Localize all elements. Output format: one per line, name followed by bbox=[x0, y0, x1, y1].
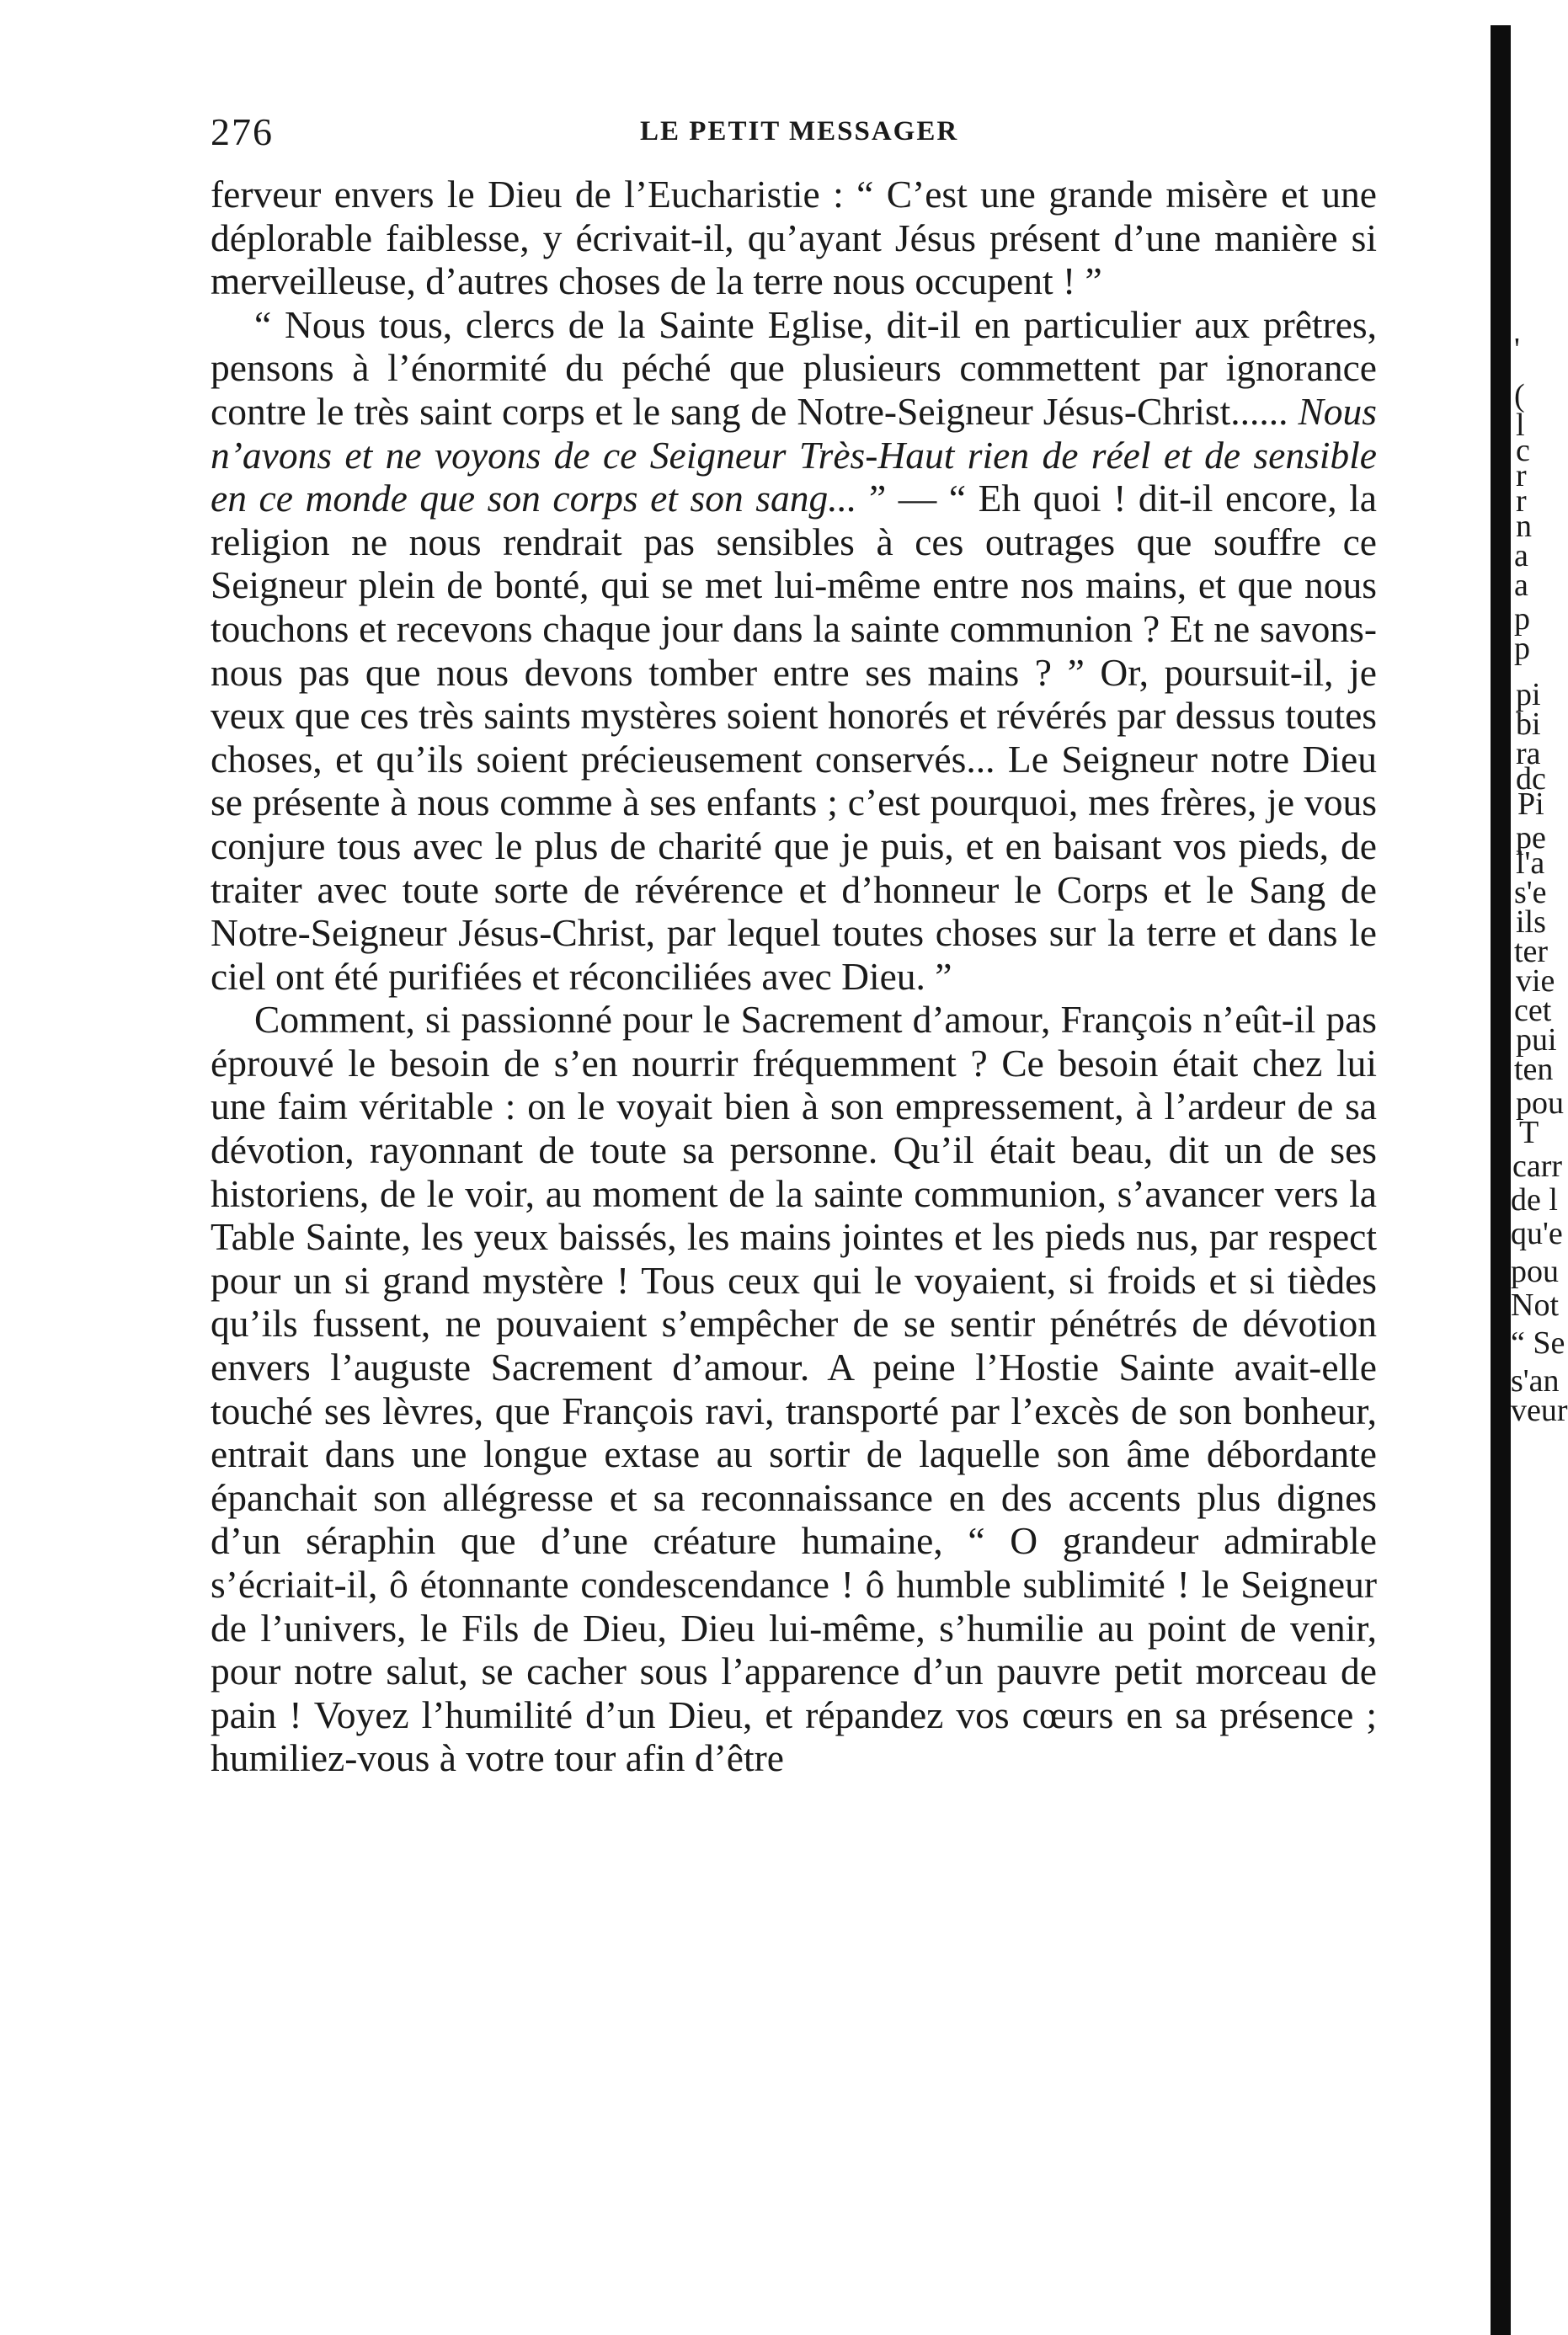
facing-page-fragment: ( bbox=[1514, 378, 1525, 413]
facing-page-fragment: l'a bbox=[1516, 845, 1545, 881]
facing-page-fragment: pui bbox=[1516, 1022, 1557, 1058]
italic-quote: Nous n’avons et ne voyons de ce Seigneur Très-Haut rien de réel et de sensible en ce monde que son corps et son sang... bbox=[211, 389, 1377, 520]
facing-page-fragment: ' bbox=[1514, 332, 1520, 367]
facing-page-fragment: pou bbox=[1516, 1085, 1564, 1121]
facing-page-fragment: ter bbox=[1514, 934, 1549, 969]
facing-page-fragment: bi bbox=[1516, 706, 1541, 742]
facing-page-fragment: pou bbox=[1511, 1254, 1559, 1289]
text-segment: ferveur envers le Dieu de l’Eucharistie : “ C’est une grande misère et une déplorable faiblesse, y écrivait-il, qu’ayant Jésus présent d’une manière si merveilleuse, d’autres choses de la terre nous occupent ! ” bbox=[211, 173, 1377, 303]
page-number: 276 bbox=[211, 110, 274, 153]
facing-page-fragment: ra bbox=[1516, 736, 1541, 771]
paragraph bbox=[211, 998, 1377, 1780]
facing-page-fragment: Pi bbox=[1517, 786, 1544, 822]
facing-page-bleed bbox=[1491, 25, 1568, 2335]
paragraph bbox=[211, 173, 1377, 303]
facing-page-fragment: Not bbox=[1511, 1287, 1559, 1323]
facing-page-fragment: s'an bbox=[1511, 1363, 1560, 1399]
text-segment: “ Nous tous, clercs de la Sainte Eglise, dit-il en particulier aux prêtres, pensons à l’énormité du péché que plusieurs commettent par ignorance contre le très saint corps et le sang de Notre-Seigneur Jésus-Christ...... bbox=[211, 302, 1377, 433]
facing-page-fragment: r bbox=[1516, 483, 1527, 519]
facing-page-fragment: veur bbox=[1511, 1393, 1568, 1428]
paragraph bbox=[211, 303, 1377, 999]
text-segment: ” — “ Eh quoi ! dit-il encore, la religion ne nous rendrait pas sensibles à ces outrages que souffre ce Seigneur plein de bonté, qui se met lui-même entre nos mains, et que nous touchons et recevons chaque jour dans la sainte communion ? Et ne savons-nous pas que nous devons tomber entre ses mains ? ” Or, poursuit-il, je veux que ces très saints mystères soient honorés et révérés par dessus toutes choses, et qu’ils soient précieusement conservés... Le Seigneur notre Dieu se présente à nous comme à ses enfants ; c’est pourquoi, mes frères, je vous conjure tous avec le plus de charité que je puis, et en baisant vos pieds, de traiter avec toute sorte de révérence et d’honneur le Corps et le Sang de Notre-Seigneur Jésus-Christ, par lequel toutes choses sur la terre et dans le ciel ont été purifiées et réconciliées avec Dieu. ” bbox=[211, 477, 1377, 998]
facing-page-fragment: ils bbox=[1516, 904, 1546, 940]
facing-page-fragment: a bbox=[1514, 568, 1528, 603]
facing-page-fragment: dc bbox=[1516, 761, 1546, 797]
facing-page-fragment: pe bbox=[1516, 820, 1546, 856]
facing-page-fragment: vie bbox=[1516, 963, 1555, 999]
facing-page-fragment: p bbox=[1514, 601, 1530, 637]
facing-page-fragment: pi bbox=[1516, 677, 1541, 712]
facing-page-fragment: cet bbox=[1514, 993, 1552, 1028]
running-head bbox=[211, 109, 1377, 160]
running-title: LE PETIT MESSAGER bbox=[640, 116, 959, 147]
facing-page-fragment: p bbox=[1514, 631, 1530, 666]
facing-page-fragment: ten bbox=[1514, 1052, 1554, 1087]
facing-page-fragment: “ Se bbox=[1511, 1325, 1565, 1361]
facing-page-fragment: c bbox=[1516, 433, 1530, 468]
facing-page-fragment: s'e bbox=[1514, 875, 1547, 910]
text-segment: Comment, si passionné pour le Sacrement d’amour, François n’eût-il pas éprouvé le besoin de s’en nourrir fréquemment ? Ce besoin était chez lui une faim véritable : on le voyait bien à son empressement, à l’ardeur de sa dévotion, rayonnant de toute sa personne. Qu’il était beau, dit un de ses historiens, de le voir, au moment de la sainte communion, s’avancer vers la Table Sainte, les yeux baissés, les mains jointes et les pieds nus, par respect pour un si grand mystère ! Tous ceux qui le voyaient, si froids et si tièdes qu’ils fussent, ne pouvaient s’empêcher de se sentir pénétrés de dévotion envers l’auguste Sacrement d’amour. A peine l’Hostie Sainte avait-elle touché ses lèvres, que François ravi, transporté par l’excès de son bonheur, entrait dans une longue extase au sortir de laquelle son âme débordante épanchait son allégresse et sa reconnaissance en des accents plus dignes d’un séraphin que d’une créature humaine, “ O grandeur admirable s’écriait-il, ô étonnante condescendance ! ô humble sublimité ! le Seigneur de l’univers, le Fils de Dieu, Dieu lui-même, s’humilie au point de venir, pour notre salut, se cacher sous l’apparence d’un pauvre petit morceau de pain ! Voyez l’humilité d’un Dieu, et répandez vos cœurs en sa présence ; humiliez-vous à votre tour afin d’être bbox=[211, 998, 1377, 1780]
facing-page-fragment: a bbox=[1514, 538, 1528, 573]
facing-page-fragment: r bbox=[1516, 458, 1527, 493]
facing-page-fragments bbox=[1491, 25, 1568, 2335]
facing-page-fragment: T bbox=[1519, 1115, 1539, 1150]
facing-page-fragment: n bbox=[1516, 509, 1532, 544]
facing-page-fragment: de l bbox=[1511, 1182, 1558, 1218]
body-text bbox=[211, 173, 1377, 1780]
facing-page-fragment: carr bbox=[1512, 1149, 1563, 1184]
facing-page-fragment: qu'e bbox=[1511, 1216, 1563, 1251]
facing-page-fragment: l bbox=[1516, 408, 1525, 443]
